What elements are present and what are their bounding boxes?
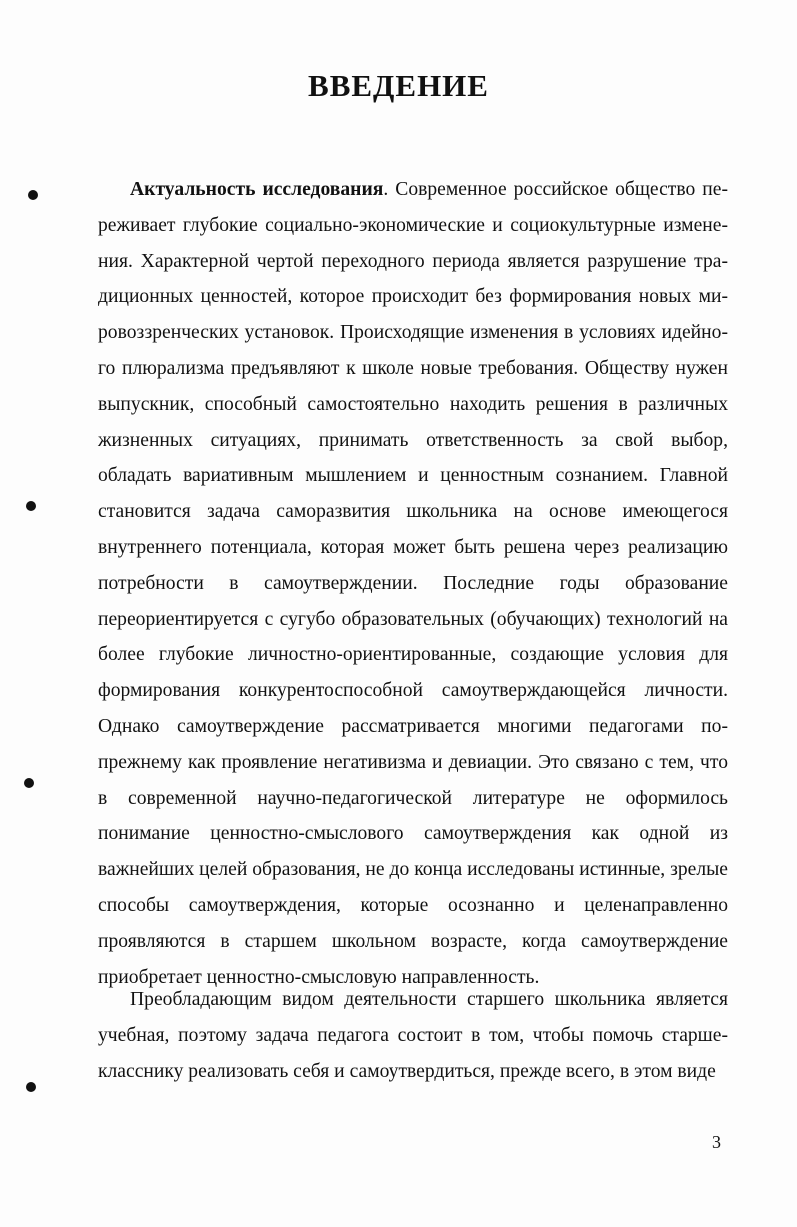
- page-number: 3: [712, 1132, 721, 1152]
- binder-hole-mark: [26, 501, 36, 511]
- paragraph-text: . Современное российское общество переживает глубокие социально-экономические и социокультурные изменения. Характерной чертой переходного периода является разрушение традиционных ценностей, которое происходит без формирования новых мировоззренческих установок. Происходящие изменения в условиях идейного плюрализма предъявляют к школе новые требования. Обществу нужен выпускник, способный самостоятельно находить решения в различных жизненных ситуациях, принимать ответственность за свой выбор, обладать вариативным мышлением и ценностным сознанием. Главной становится задача саморазвития школьника на основе имеющегося внутреннего потенциала, которая может быть решена через реализацию потребности в самоутверждении. Последние годы образование переориентируется с сугубо образовательных (обучающих) технологий на более глубокие личностно-ориентированные, создающие условия для формирования конкурентоспособной самоутверждающейся личности. Однако самоутверждение рассматривается многими педагогами по-прежнему как проявление негативизма и девиации. Это связано с тем, что в современной научно-педагогической литературе не оформилось понимание ценностно-смыслового самоутверждения как одной из важнейших целей образования, не до конца исследованы истинные, зрелые способы самоутверждения, которые осознанно и целенаправленно проявляются в старшем школьном возрасте, когда самоутверждение приобретает ценностно-смысловую направленность.: [98, 179, 728, 988]
- binder-hole-mark: [28, 190, 38, 200]
- page-title: ВВЕДЕНИЕ: [308, 68, 489, 103]
- binder-hole-mark: [26, 1082, 36, 1092]
- paragraph-relevance: [98, 172, 728, 995]
- paragraph-text: Преобладающим видом деятельности старшего школьника является учебная, поэтому задача педагога состоит в том, чтобы помочь старшекласснику реализовать себя и самоутвердиться, прежде всего, в этом виде: [98, 989, 728, 1082]
- binder-hole-mark: [24, 778, 34, 788]
- paragraph-activity: [98, 982, 728, 1089]
- paragraph-lead-heading: Актуальность исследования: [130, 179, 384, 200]
